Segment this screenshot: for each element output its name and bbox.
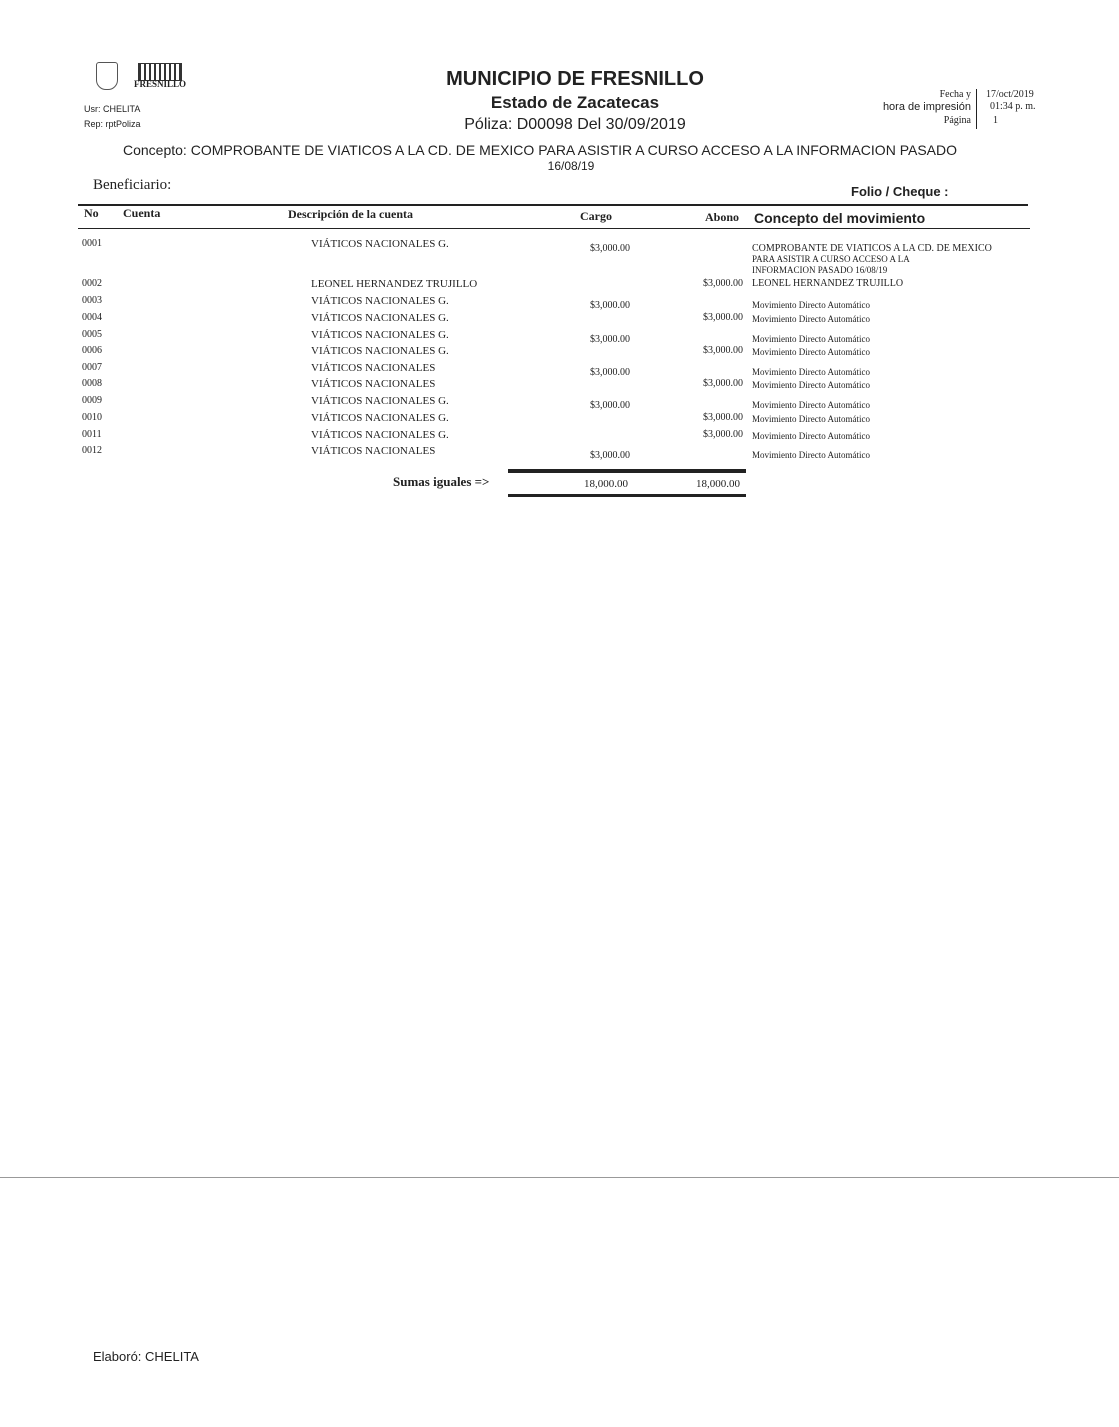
row-descripcion: VIÁTICOS NACIONALES [311, 362, 436, 374]
row-cargo: $3,000.00 [590, 243, 630, 254]
hora-label: hora de impresión [882, 101, 971, 113]
totals-top-rule [508, 469, 746, 473]
row-cargo: $3,000.00 [590, 400, 630, 411]
table-row [0, 412, 1119, 428]
table-row [0, 295, 1119, 311]
row-no: 0011 [82, 429, 102, 440]
table-top-rule [78, 204, 1028, 206]
row-descripcion: VIÁTICOS NACIONALES G. [311, 312, 449, 324]
totals-label: Sumas iguales => [393, 474, 490, 489]
row-concepto: Movimiento Directo Automático [752, 414, 870, 424]
row-cargo: $3,000.00 [590, 300, 630, 311]
table-row [0, 429, 1119, 445]
row-no: 0002 [82, 278, 102, 289]
col-cargo: Cargo [580, 209, 612, 223]
row-no: 0004 [82, 312, 102, 323]
table-row [0, 445, 1119, 461]
row-no: 0007 [82, 362, 102, 373]
table-row [0, 362, 1119, 378]
pagina-label: Página [943, 115, 971, 126]
usr-label: Usr: CHELITA [84, 104, 141, 114]
col-no: No [84, 206, 99, 220]
row-descripcion: VIÁTICOS NACIONALES [311, 445, 436, 457]
concepto-line-1: Concepto: COMPROBANTE DE VIATICOS A LA CD. DE MEXICO PARA ASISTIR A CURSO ACCESO A LA INFORMACION PASADO [123, 142, 958, 158]
row-cargo: $3,000.00 [590, 450, 630, 461]
logo-text: FRESNILLO [134, 79, 187, 89]
table-row [0, 345, 1119, 361]
row-abono: $3,000.00 [703, 412, 743, 423]
row-descripcion: VIÁTICOS NACIONALES G. [311, 412, 449, 424]
row-no: 0005 [82, 329, 102, 340]
beneficiario-label: Beneficiario: [93, 177, 172, 193]
row-no: 0008 [82, 378, 102, 389]
col-concepto: Concepto del movimiento [754, 210, 926, 226]
row-cargo: $3,000.00 [590, 334, 630, 345]
rep-label: Rep: rptPoliza [84, 119, 141, 129]
col-abono: Abono [705, 210, 740, 224]
col-cuenta: Cuenta [123, 206, 161, 220]
row-concepto-cont: INFORMACION PASADO 16/08/19 [752, 265, 888, 275]
footer-rule [0, 1177, 1119, 1178]
row-abono: $3,000.00 [703, 378, 743, 389]
page-title: MUNICIPIO DE FRESNILLO [446, 68, 704, 90]
table-row [0, 312, 1119, 328]
row-concepto: Movimiento Directo Automático [752, 367, 870, 377]
row-concepto: Movimiento Directo Automático [752, 334, 870, 344]
table-row [0, 395, 1119, 411]
table-row [0, 329, 1119, 345]
table-row [0, 278, 1119, 294]
table-row [0, 238, 1119, 275]
table-row [0, 378, 1119, 394]
row-descripcion: VIÁTICOS NACIONALES G. [311, 345, 449, 357]
elaboro-label: Elaboró: CHELITA [93, 1349, 199, 1364]
concepto-line-2: 16/08/19 [547, 159, 595, 173]
total-cargo: 18,000.00 [584, 478, 628, 490]
row-no: 0010 [82, 412, 102, 423]
row-concepto: Movimiento Directo Automático [752, 400, 870, 410]
row-concepto: COMPROBANTE DE VIATICOS A LA CD. DE MEXICO [752, 243, 992, 254]
table-header-rule [78, 228, 1030, 229]
page-subtitle: Estado de Zacatecas [490, 93, 660, 112]
hora-value: 01:34 p. m. [990, 101, 1036, 112]
row-concepto-cont: PARA ASISTIR A CURSO ACCESO A LA [752, 254, 910, 264]
row-no: 0003 [82, 295, 102, 306]
row-descripcion: VIÁTICOS NACIONALES G. [311, 429, 449, 441]
row-concepto: Movimiento Directo Automático [752, 347, 870, 357]
folio-cheque-label: Folio / Cheque : [851, 184, 949, 199]
divider [976, 89, 977, 129]
row-concepto: LEONEL HERNANDEZ TRUJILLO [752, 278, 904, 289]
row-concepto: Movimiento Directo Automático [752, 380, 870, 390]
row-descripcion: VIÁTICOS NACIONALES G. [311, 395, 449, 407]
total-abono: 18,000.00 [696, 478, 740, 490]
row-abono: $3,000.00 [703, 278, 743, 289]
row-cargo: $3,000.00 [590, 367, 630, 378]
row-descripcion: VIÁTICOS NACIONALES [311, 378, 436, 390]
poliza-number: Póliza: D00098 Del 30/09/2019 [464, 116, 686, 133]
row-descripcion: VIÁTICOS NACIONALES G. [311, 295, 449, 307]
fecha-value: 17/oct/2019 [986, 89, 1034, 100]
totals-bottom-rule [508, 494, 746, 497]
row-abono: $3,000.00 [703, 312, 743, 323]
row-abono: $3,000.00 [703, 429, 743, 440]
col-descripcion: Descripción de la cuenta [288, 207, 413, 221]
row-concepto: Movimiento Directo Automático [752, 431, 870, 441]
row-concepto: Movimiento Directo Automático [752, 300, 870, 310]
fecha-label: Fecha y [939, 89, 971, 100]
row-descripcion: VIÁTICOS NACIONALES G. [311, 238, 449, 250]
row-descripcion: VIÁTICOS NACIONALES G. [311, 329, 449, 341]
pagina-value: 1 [993, 115, 998, 126]
row-no: 0012 [82, 445, 102, 456]
row-no: 0001 [82, 238, 102, 249]
row-concepto: Movimiento Directo Automático [752, 450, 870, 460]
row-no: 0009 [82, 395, 102, 406]
row-abono: $3,000.00 [703, 345, 743, 356]
row-concepto: Movimiento Directo Automático [752, 314, 870, 324]
row-no: 0006 [82, 345, 102, 356]
row-descripcion: LEONEL HERNANDEZ TRUJILLO [311, 278, 478, 290]
